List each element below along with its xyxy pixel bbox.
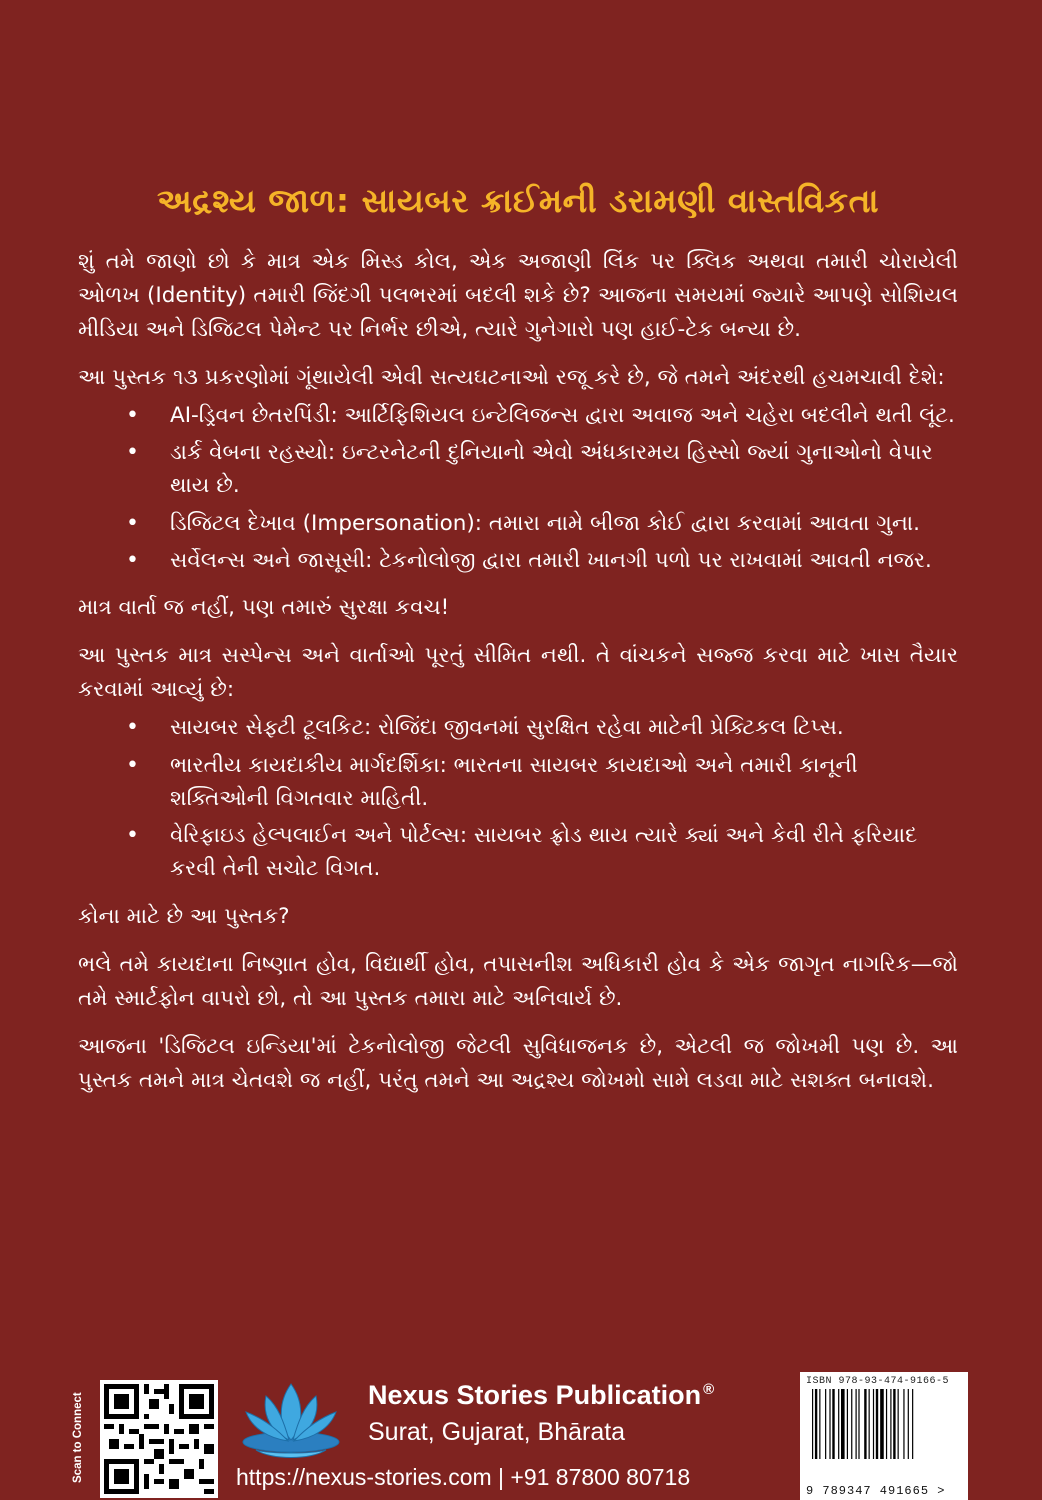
registered-mark: ® (703, 1381, 715, 1398)
back-cover-content (78, 180, 958, 1112)
list-item: • સાયબર સેફ્ટી ટૂલકિટ: રોજિંદા જીવનમાં સુરક્ષિત રહેવા માટેની પ્રેક્ટિકલ ટિપ્સ. (170, 711, 958, 744)
list-item: • ડિજિટલ દેખાવ (Impersonation): તમારા નામે બીજા કોઈ દ્વારા કરવામાં આવતા ગુના. (170, 507, 958, 540)
list-item: • ડાર્ક વેબના રહસ્યો: ઇન્ટરનેટની દુનિયાનો એવો અંધકારમય હિસ્સો જ્યાં ગુનાઓનો વેપાર થાય છે. (170, 436, 958, 503)
list-item: • વેરિફાઇડ હેલ્પલાઈન અને પોર્ટલ્સ: સાયબર ફ્રોડ થાય ત્યારે ક્યાં અને કેવી રીતે ફરિયાદ કરવી તેની સચોટ વિગત. (170, 819, 958, 886)
section-heading-protection: માત્ર વાર્તા જ નહીં, પણ તમારું સુરક્ષા કવચ! (78, 595, 450, 621)
barcode-digits: 9 789347 491665 > (806, 1484, 946, 1498)
scan-to-connect-label: Scan to Connect (72, 1392, 84, 1484)
barcode-graphic (806, 1387, 962, 1473)
lotus-icon (236, 1370, 346, 1470)
lead-paragraph-2: આ પુસ્તક માત્ર સસ્પેન્સ અને વાર્તાઓ પૂરતું સીમિત નથી. તે વાંચકને સજ્જ કરવા માટે ખાસ તૈયાર કરવામાં આવ્યું છે: (78, 643, 958, 703)
lotus-logo (236, 1370, 346, 1470)
isbn-barcode (800, 1372, 968, 1500)
list-item: • ભારતીય કાયદાકીય માર્ગદર્શિકા: ભારતના સાયબર કાયદાઓ અને તમારી કાનૂની શક્તિઓની વિગતવાર માહિતી. (170, 749, 958, 816)
section-heading-audience: કોના માટે છે આ પુસ્તક? (78, 903, 290, 929)
publisher-location: Surat, Gujarat, Bhārata (368, 1418, 626, 1446)
publisher-name: Nexus Stories Publication ® (368, 1380, 715, 1410)
intro-paragraph: શું તમે જાણો છો કે માત્ર એક મિસ્ડ કોલ, એક અજાણી લિંક પર ક્લિક અથવા તમારી ચોરાયેલી ઓળખ (Identity) તમારી જિંદગી પલભરમાં બદલી શકે છે? આજના સમયમાં જ્યારે આપણે સોશિયલ મીડિયા અને ડિજિટલ પેમેન્ટ પર નિર્ભર છીએ, ત્યારે ગુનેગારો પણ હાઈ-ટેક બન્યા છે. (78, 248, 958, 342)
publisher-contact[interactable]: https://nexus-stories.com | +91 87800 80718 (236, 1464, 691, 1490)
feature-list-1 (78, 399, 958, 578)
book-title: અદ્રશ્ય જાળ: સાયબર ક્રાઈમની ડરામણી વાસ્તવિકતા (156, 181, 880, 220)
publisher-footer (72, 1352, 970, 1500)
feature-list-2 (78, 711, 958, 886)
closing-paragraph: આજના 'ડિજિટલ ઇન્ડિયા'માં ટેકનોલોજી જેટલી સુવિધાજનક છે, એટલી જ જોખમી પણ છે. આ પુસ્તક તમને માત્ર ચેતવશે જ નહીં, પરંતુ તમને આ અદ્રશ્ય જોખમો સામે લડવા માટે સશક્ત બનાવશે. (78, 1033, 958, 1093)
audience-paragraph: ભલે તમે કાયદાના નિષ્ણાત હોવ, વિદ્યાર્થી હોવ, તપાસનીશ અધિકારી હોવ કે એક જાગૃત નાગરિક—જો તમે સ્માર્ટફોન વાપરો છો, તો આ પુસ્તક તમારા માટે અનિવાર્ય છે. (78, 951, 958, 1011)
list-item: • સર્વેલન્સ અને જાસૂસી: ટેકનોલોજી દ્વારા તમારી ખાનગી પળો પર રાખવામાં આવતી નજર. (170, 544, 958, 577)
lead-paragraph-1: આ પુસ્તક ૧૩ પ્રકરણોમાં ગૂંથાયેલી એવી સત્યઘટનાઓ રજૂ કરે છે, જે તમને અંદરથી હચમચાવી દેશે: (78, 364, 945, 390)
qr-code-graphic (104, 1384, 214, 1494)
isbn-label: ISBN 978-93-474-9166-5 (806, 1376, 950, 1387)
list-item: • AI-ડ્રિવન છેતરપિંડી: આર્ટિફિશિયલ ઇન્ટેલિજન્સ દ્વારા અવાજ અને ચહેરા બદલીને થતી લૂંટ. (170, 399, 958, 432)
qr-code[interactable] (100, 1380, 218, 1498)
